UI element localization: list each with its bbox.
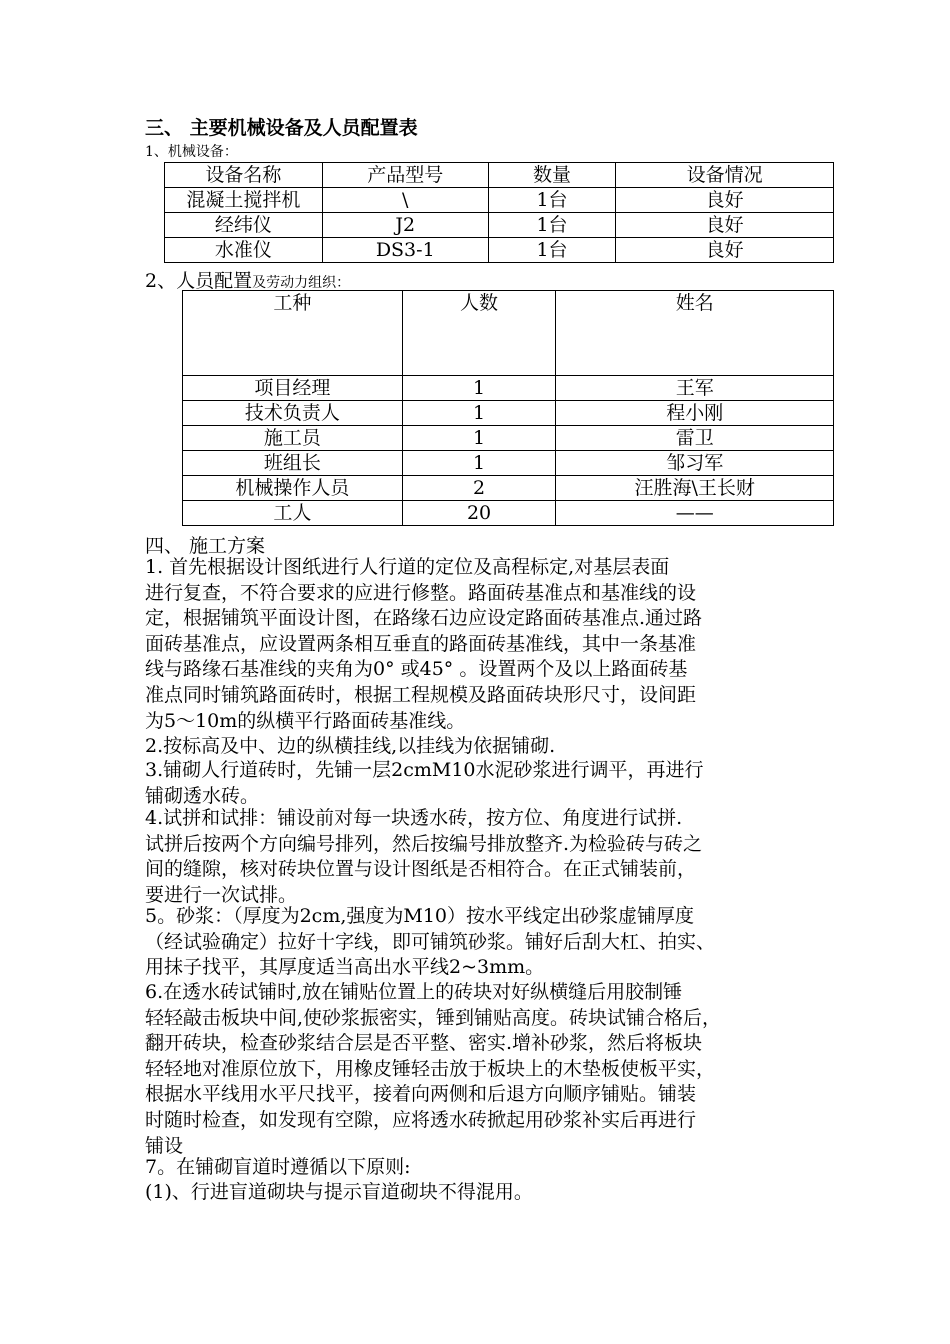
paragraph-3 <box>145 758 815 809</box>
paragraph-7 <box>145 1155 815 1181</box>
staff-table <box>182 290 834 526</box>
table-row <box>183 401 834 426</box>
table-row <box>165 188 834 213</box>
section3-title: 三、 主要机械设备及人员配置表 <box>145 117 418 139</box>
text-line: 用抹子找平，其厚度适当高出水平线2~3mm。 <box>145 956 545 979</box>
text-line: 翻开砖块，检查砂浆结合层是否平整、密实.增补砂浆，然后将板块 <box>145 1032 703 1055</box>
text-line: 面砖基准点，应设置两条相互垂直的路面砖基准线，其中一条基准 <box>145 632 697 655</box>
table-cell: —— <box>556 501 834 526</box>
paragraph-1 <box>145 555 815 734</box>
table-cell: \ <box>322 188 488 213</box>
table-cell: 邹习军 <box>556 451 834 476</box>
text-line: 铺砌透水砖。 <box>145 784 260 807</box>
table-row <box>165 238 834 263</box>
table-row <box>183 501 834 526</box>
paragraph-2 <box>145 734 815 760</box>
table-cell: 技术负责人 <box>183 401 403 426</box>
table-row <box>165 213 834 238</box>
table-cell: 施工员 <box>183 426 403 451</box>
equipment-header-row <box>165 163 834 188</box>
table-cell: 工人 <box>183 501 403 526</box>
text-line: 4.试拼和试排：铺设前对每一块透水砖，按方位、角度进行试拼. <box>145 807 683 829</box>
table-cell: 1 <box>402 376 556 401</box>
table-cell: 良好 <box>616 213 834 238</box>
table-cell: 良好 <box>616 238 834 263</box>
paragraph-8 <box>145 1180 815 1206</box>
text-line: 间的缝隙，核对砖块位置与设计图纸是否相符合。在正式铺装前， <box>145 858 697 881</box>
text-line: 1. 首先根据设计图纸进行人行道的定位及高程标定,对基层表面 <box>145 556 670 578</box>
header-cell: 设备名称 <box>165 163 323 188</box>
text-line: 5。砂浆：（厚度为2cm,强度为M10）按水平线定出砂浆虚铺厚度 <box>145 905 695 927</box>
table-cell: 良好 <box>616 188 834 213</box>
text-line: 6.在透水砖试铺时,放在铺贴位置上的砖块对好纵横缝后用胶制锤 <box>145 981 683 1003</box>
equipment-label: 1、机械设备： <box>145 144 238 160</box>
text-line: (1)、行进盲道砌块与提示盲道砌块不得混用。 <box>145 1181 533 1203</box>
paragraph-4 <box>145 806 815 908</box>
paragraph-6 <box>145 980 815 1159</box>
equipment-table <box>164 162 834 263</box>
table-cell: 程小刚 <box>556 401 834 426</box>
header-cell: 设备情况 <box>616 163 834 188</box>
text-line: 2.按标高及中、边的纵横挂线,以挂线为依据铺砌. <box>145 735 556 757</box>
table-cell: DS3-1 <box>322 238 488 263</box>
table-cell: 混凝土搅拌机 <box>165 188 323 213</box>
header-cell: 产品型号 <box>322 163 488 188</box>
table-cell: 1台 <box>488 238 616 263</box>
table-row <box>183 426 834 451</box>
table-cell: J2 <box>322 213 488 238</box>
paragraph-5 <box>145 904 815 981</box>
text-line: 轻轻敲击板块中间,使砂浆振密实，锤到铺贴高度。砖块试铺合格后， <box>145 1006 722 1029</box>
table-cell: 项目经理 <box>183 376 403 401</box>
text-line: 要进行一次试排。 <box>145 883 298 906</box>
text-line: 时随时检查，如发现有空隙，应将透水砖掀起用砂浆补实后再进行 <box>145 1108 697 1131</box>
header-cell: 姓名 <box>556 291 834 376</box>
staff-label <box>145 266 350 293</box>
text-line: 根据水平线用水平尺找平，接着向两侧和后退方向顺序铺贴。铺装 <box>145 1083 697 1106</box>
table-cell: 1 <box>402 426 556 451</box>
staff-label-small: 及劳动力组织： <box>252 275 351 291</box>
text-line: 定，根据铺筑平面设计图，在路缘石边应设定路面砖基准点.通过路 <box>145 607 703 630</box>
staff-header-row <box>183 291 834 376</box>
text-line: 线与路缘石基准线的夹角为0° 或45° 。设置两个及以上路面砖基 <box>145 658 688 681</box>
table-cell: 2 <box>402 476 556 501</box>
text-line: 进行复查，不符合要求的应进行修整。路面砖基准点和基准线的设 <box>145 581 697 604</box>
table-cell: 20 <box>402 501 556 526</box>
table-row <box>183 476 834 501</box>
header-cell: 数量 <box>488 163 616 188</box>
table-cell: 水准仪 <box>165 238 323 263</box>
text-line: 7。在铺砌盲道时遵循以下原则: <box>145 1156 411 1178</box>
text-line: 试拼后按两个方向编号排列，然后按编号排放整齐.为检验砖与砖之 <box>145 832 703 855</box>
text-line: （经试验确定）拉好十字线，即可铺筑砂浆。铺好后刮大杠、拍实、 <box>145 930 716 953</box>
table-cell: 机械操作人员 <box>183 476 403 501</box>
table-row <box>183 376 834 401</box>
table-cell: 1台 <box>488 213 616 238</box>
table-cell: 1 <box>402 451 556 476</box>
text-line: 铺设 <box>145 1134 184 1157</box>
table-cell: 雷卫 <box>556 426 834 451</box>
staff-label-main: 2、人员配置 <box>145 270 253 292</box>
text-line: 轻轻地对准原位放下，用橡皮锤轻击放于板块上的木垫板使板平实， <box>145 1057 716 1080</box>
table-cell: 汪胜海\王长财 <box>556 476 834 501</box>
table-cell: 1台 <box>488 188 616 213</box>
table-row <box>183 451 834 476</box>
header-cell: 人数 <box>402 291 556 376</box>
table-cell: 王军 <box>556 376 834 401</box>
section4-title: 四、 施工方案 <box>145 535 266 557</box>
table-cell: 班组长 <box>183 451 403 476</box>
text-line: 为5～10m的纵横平行路面砖基准线。 <box>145 709 466 732</box>
text-line: 准点同时铺筑路面砖时，根据工程规模及路面砖块形尺寸，设间距 <box>145 683 697 706</box>
table-cell: 1 <box>402 401 556 426</box>
table-cell: 经纬仪 <box>165 213 323 238</box>
header-cell: 工种 <box>183 291 403 376</box>
text-line: 3.铺砌人行道砖时，先铺一层2cmM10水泥砂浆进行调平，再进行 <box>145 759 704 781</box>
